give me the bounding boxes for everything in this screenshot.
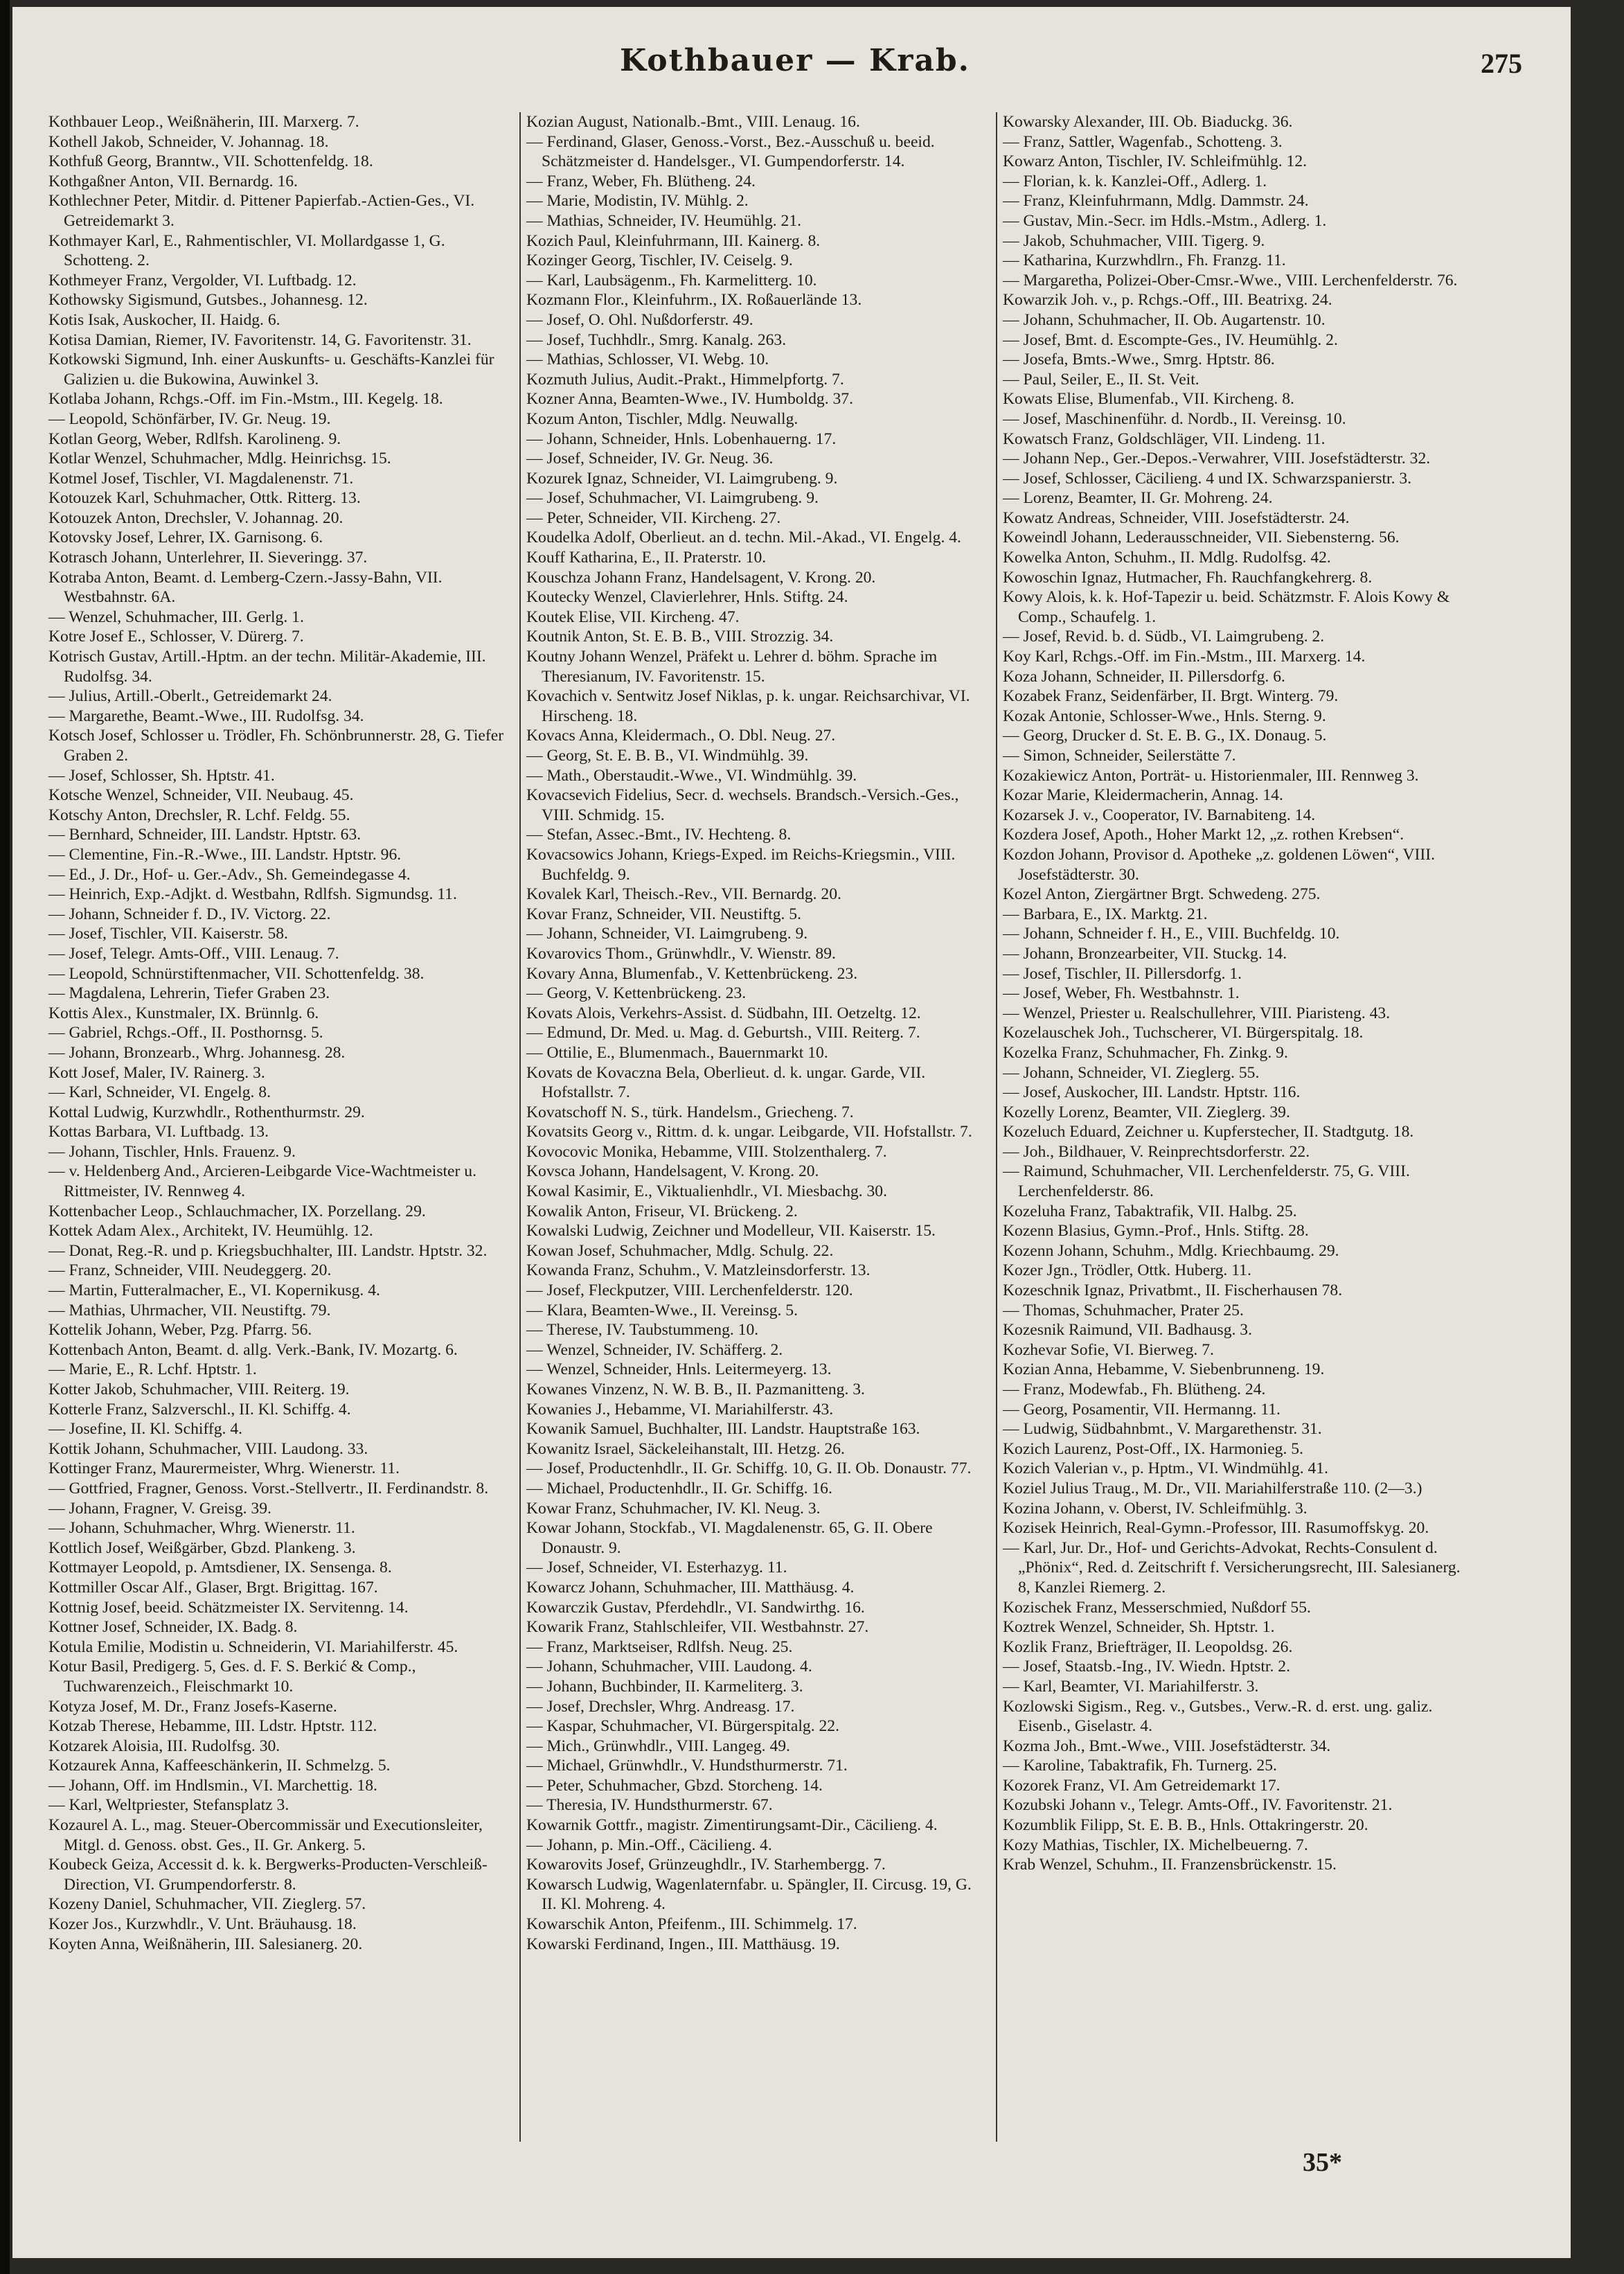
directory-entry: Kowarnik Gottfr., magistr. Zimentirungsamt-Dir., Cäcilieng. 4. xyxy=(526,1816,938,1835)
directory-entry: Kottas Barbara, VI. Luftbadg. 13. xyxy=(48,1123,269,1142)
directory-entry: — Josef, Maschinenführ. d. Nordb., II. Vereinsg. 10. xyxy=(1003,409,1346,428)
directory-entry: Kottenbacher Leop., Schlauchmacher, IX. Porzellang. 29. xyxy=(48,1202,426,1220)
directory-entry: — Leopold, Schönfärber, IV. Gr. Neug. 19. xyxy=(48,409,331,428)
directory-entry: — Theresia, IV. Hundsthurmerstr. 67. xyxy=(526,1796,773,1815)
directory-entry: — Josef, Schneider, IV. Gr. Neug. 36. xyxy=(526,450,774,468)
directory-entry: Kotouzek Karl, Schuhmacher, Ottk. Ritterg. 13. xyxy=(48,489,361,508)
directory-entry: Kovats de Kovaczna Bela, Oberlieut. d. k. ungar. Garde, VII. Hofstallstr. 7. xyxy=(526,1063,926,1102)
directory-entry: Kothell Jakob, Schneider, V. Johannag. 18. xyxy=(48,132,329,151)
directory-entry: Kovacs Anna, Kleidermach., O. Dbl. Neug. 27. xyxy=(526,727,836,745)
directory-entry: Kozelka Franz, Schuhmacher, Fh. Zinkg. 9. xyxy=(1003,1043,1288,1062)
directory-entry: Kozubski Johann v., Telegr. Amts-Off., IV. Favoritenstr. 21. xyxy=(1003,1796,1393,1815)
directory-entry: Kotzarek Aloisia, III. Rudolfsg. 30. xyxy=(48,1736,280,1755)
column-right xyxy=(996,112,1472,2142)
directory-entry: — Martin, Futteralmacher, E., VI. Kopernikusg. 4. xyxy=(48,1281,380,1300)
directory-entry: Kozum Anton, Tischler, Mdlg. Neuwallg. xyxy=(526,409,798,428)
directory-entry: — Mathias, Schneider, IV. Heumühlg. 21. xyxy=(526,211,802,230)
directory-entry: — Georg, Posamentir, VII. Hermanng. 11. xyxy=(1003,1400,1281,1419)
directory-entry: Kowarcz Johann, Schuhmacher, III. Matthäusg. 4. xyxy=(526,1578,855,1597)
directory-entry: Kotouzek Anton, Drechsler, V. Johannag. 20. xyxy=(48,508,343,527)
directory-entry: Kotur Basil, Predigerg. 5, Ges. d. F. S. Berkić & Comp., Tuchwarenzeich., Fleischmarkt 10. xyxy=(48,1658,416,1696)
directory-entry: — Thomas, Schuhmacher, Prater 25. xyxy=(1003,1301,1244,1320)
directory-entry: — Stefan, Assec.-Bmt., IV. Hechteng. 8. xyxy=(526,826,792,844)
directory-entry: — v. Heldenberg And., Arcieren-Leibgarde Vice-Wachtmeister u. Rittmeister, IV. Rennweg 4. xyxy=(48,1162,476,1201)
directory-entry: Kottik Johann, Schuhmacher, VIII. Laudong. 33. xyxy=(48,1439,368,1458)
directory-entry: Kotraba Anton, Beamt. d. Lemberg-Czern.-Jassy-Bahn, VII. Westbahnstr. 6A. xyxy=(48,568,443,607)
directory-entry: — Karl, Laubsägenm., Fh. Karmelitterg. 10. xyxy=(526,271,817,290)
directory-entry: — Franz, Modewfab., Fh. Blütheng. 24. xyxy=(1003,1380,1266,1398)
directory-entry: — Josef, Bmt. d. Escompte-Ges., IV. Heumühlg. 2. xyxy=(1003,330,1338,349)
directory-entry: Kowan Josef, Schuhmacher, Mdlg. Schulg. 22. xyxy=(526,1241,834,1260)
directory-entry: Kotsch Josef, Schlosser u. Trödler, Fh. Schönbrunnerstr. 28, G. Tiefer Graben 2. xyxy=(48,727,504,765)
directory-entry: Kowoschin Ignaz, Hutmacher, Fh. Rauchfangkehrerg. 8. xyxy=(1003,568,1373,587)
directory-entry: Kothgaßner Anton, VII. Bernardg. 16. xyxy=(48,172,298,190)
directory-entry: Kowar Franz, Schuhmacher, IV. Kl. Neug. 3. xyxy=(526,1499,821,1518)
directory-entry: — Edmund, Dr. Med. u. Mag. d. Geburtsh., VIII. Reiterg. 7. xyxy=(526,1024,920,1042)
directory-entry: Kotovsky Josef, Lehrer, IX. Garnisong. 6. xyxy=(48,528,323,547)
directory-entry: Kozeny Daniel, Schuhmacher, VII. Zieglerg. 57. xyxy=(48,1895,366,1914)
directory-entry: Koudelka Adolf, Oberlieut. an d. techn. Mil.-Akad., VI. Engelg. 4. xyxy=(526,528,961,547)
directory-entry: Kottmayer Leopold, p. Amtsdiener, IX. Sensenga. 8. xyxy=(48,1558,392,1577)
page-binding-edge xyxy=(0,0,10,2274)
page-number: 275 xyxy=(1481,48,1522,79)
directory-entry: — Josef, Schuhmacher, VI. Laimgrubeng. 9. xyxy=(526,489,819,508)
directory-entry: Kovocovic Monika, Hebamme, VIII. Stolzenthalerg. 7. xyxy=(526,1142,887,1161)
directory-entry: — Franz, Marktseiser, Rdlfsh. Neug. 25. xyxy=(526,1637,793,1656)
directory-entry: — Josef, Drechsler, Whrg. Andreasg. 17. xyxy=(526,1697,795,1716)
directory-entry: Kovarovics Thom., Grünwhdlr., V. Wienstr. 89. xyxy=(526,944,836,963)
directory-entry: Kozakiewicz Anton, Porträt- u. Historienmaler, III. Rennweg 3. xyxy=(1003,766,1419,785)
directory-entry: — Wenzel, Priester u. Realschullehrer, VIII. Piaristeng. 43. xyxy=(1003,1004,1391,1022)
directory-entry: — Marie, E., R. Lchf. Hptstr. 1. xyxy=(48,1360,257,1379)
directory-entry: — Georg, St. E. B. B., VI. Windmühlg. 39. xyxy=(526,747,809,765)
directory-columns xyxy=(43,112,1474,2142)
directory-entry: Kozar Marie, Kleidermacherin, Annag. 14. xyxy=(1003,786,1283,805)
directory-entry: — Johann, Tischler, Hnls. Frauenz. 9. xyxy=(48,1142,296,1161)
directory-entry: — Johann, Schuhmacher, VIII. Laudong. 4. xyxy=(526,1658,812,1676)
directory-entry: — Georg, V. Kettenbrückeng. 23. xyxy=(526,984,747,1003)
directory-entry: Kowanitz Israel, Säckeleihanstalt, III. Hetzg. 26. xyxy=(526,1439,845,1458)
directory-entry: Kowalik Anton, Friseur, VI. Brückeng. 2. xyxy=(526,1202,798,1220)
directory-entry: Kotyza Josef, M. Dr., Franz Josefs-Kaserne. xyxy=(48,1697,337,1716)
directory-entry: — Josef, Tischler, VII. Kaiserstr. 58. xyxy=(48,925,288,943)
directory-entry: Kowarski Ferdinand, Ingen., III. Matthäusg. 19. xyxy=(526,1935,840,1953)
directory-entry: Kovar Franz, Schneider, VII. Neustiftg. 5. xyxy=(526,905,801,923)
directory-entry: — Josef, O. Ohl. Nußdorferstr. 49. xyxy=(526,310,753,329)
directory-entry: Kowanik Samuel, Buchhalter, III. Landstr. Hauptstraße 163. xyxy=(526,1420,920,1439)
directory-page xyxy=(12,7,1571,2258)
directory-entry: Kozlik Franz, Briefträger, II. Leopoldsg. 26. xyxy=(1003,1637,1293,1656)
directory-entry: Kozesnik Raimund, VII. Badhausg. 3. xyxy=(1003,1321,1252,1340)
directory-entry: Kowatz Andreas, Schneider, VIII. Josefstädterstr. 24. xyxy=(1003,508,1350,527)
directory-entry: — Johann Nep., Ger.-Depos.-Verwahrer, VIII. Josefstädterstr. 32. xyxy=(1003,450,1431,468)
directory-entry: — Peter, Schuhmacher, Gbzd. Storcheng. 14. xyxy=(526,1776,823,1795)
directory-entry: — Gabriel, Rchgs.-Off., II. Posthornsg. 5. xyxy=(48,1024,323,1042)
directory-entry: — Michael, Productenhdlr., II. Gr. Schiffg. 16. xyxy=(526,1479,832,1498)
directory-entry: — Mathias, Schlosser, VI. Webg. 10. xyxy=(526,350,769,369)
directory-entry: Kotre Josef E., Schlosser, V. Dürerg. 7. xyxy=(48,628,304,646)
directory-entry: — Michael, Grünwhdlr., V. Hundsthurmerstr. 71. xyxy=(526,1757,848,1775)
directory-entry: — Johann, Schneider f. D., IV. Victorg. 22. xyxy=(48,905,331,923)
directory-entry: — Johann, Bronzearb., Whrg. Johannesg. 28. xyxy=(48,1043,346,1062)
directory-entry: — Jakob, Schuhmacher, VIII. Tigerg. 9. xyxy=(1003,231,1265,250)
directory-entry: Kowal Kasimir, E., Viktualienhdlr., VI. Miesbachg. 30. xyxy=(526,1182,887,1201)
directory-entry: — Ludwig, Südbahnbmt., V. Margarethenstr. 31. xyxy=(1003,1420,1322,1439)
directory-entry: Kowarczik Gustav, Pferdehdlr., VI. Sandwirthg. 16. xyxy=(526,1598,865,1617)
directory-entry: Kottmiller Oscar Alf., Glaser, Brgt. Brigittag. 167. xyxy=(48,1578,378,1597)
directory-entry: Kozhevar Sofie, VI. Bierweg. 7. xyxy=(1003,1340,1214,1359)
directory-entry: — Franz, Kleinfuhrmann, Mdlg. Dammstr. 24. xyxy=(1003,192,1309,211)
directory-entry: Kottelik Johann, Weber, Pzg. Pfarrg. 56. xyxy=(48,1321,312,1340)
directory-entry: — Josef, Telegr. Amts-Off., VIII. Lenaug. 7. xyxy=(48,944,339,963)
directory-entry: — Clementine, Fin.-R.-Wwe., III. Landstr. Hptstr. 96. xyxy=(48,845,402,864)
directory-entry: Kozich Paul, Kleinfuhrmann, III. Kainerg. 8. xyxy=(526,231,821,250)
directory-entry: Koy Karl, Rchgs.-Off. im Fin.-Mstm., III. Marxerg. 14. xyxy=(1003,648,1366,666)
page-header xyxy=(40,43,1550,98)
directory-entry: — Johann, Schneider f. H., E., VIII. Buchfeldg. 10. xyxy=(1003,925,1340,943)
directory-entry: — Gottfried, Fragner, Genoss. Vorst.-Stellvertr., II. Ferdinandstr. 8. xyxy=(48,1479,489,1498)
directory-entry: Kozner Anna, Beamten-Wwe., IV. Humboldg. 37. xyxy=(526,390,853,409)
directory-entry: — Georg, Drucker d. St. E. B. G., IX. Donaug. 5. xyxy=(1003,727,1327,745)
directory-entry: — Ottilie, E., Blumenmach., Bauernmarkt 10. xyxy=(526,1043,828,1062)
directory-entry: — Josef, Tuchhdlr., Smrg. Kanalg. 263. xyxy=(526,330,787,349)
directory-entry: — Ferdinand, Glaser, Genoss.-Vorst., Bez.-Ausschuß u. beeid. Schätzmeister d. Handelsger., VI. Gumpendorferstr. 14. xyxy=(526,132,935,171)
directory-entry: Kovats Alois, Verkehrs-Assist. d. Südbahn, III. Oetzeltg. 12. xyxy=(526,1004,921,1022)
directory-entry: — Josef, Schlosser, Cäcilieng. 4 und IX. Schwarzspanierstr. 3. xyxy=(1003,469,1412,488)
directory-entry: Kowar Johann, Stockfab., VI. Magdalenenstr. 65, G. II. Obere Donaustr. 9. xyxy=(526,1519,933,1557)
directory-entry: Kott Josef, Maler, IV. Rainerg. 3. xyxy=(48,1063,265,1082)
directory-entry: Kowanies J., Hebamme, VI. Mariahilferstr. 43. xyxy=(526,1400,834,1419)
directory-entry: Kottis Alex., Kunstmaler, IX. Brünnlg. 6. xyxy=(48,1004,319,1022)
directory-entry: — Franz, Weber, Fh. Blütheng. 24. xyxy=(526,172,756,190)
directory-entry: Kowy Alois, k. k. Hof-Tapezir u. beid. Schätzmstr. F. Alois Kowy & Comp., Schaufelg. 1. xyxy=(1003,588,1450,626)
directory-entry: Kozelauschek Joh., Tuchscherer, VI. Bürgerspitalg. 18. xyxy=(1003,1024,1364,1042)
directory-entry: Kowelka Anton, Schuhm., II. Mdlg. Rudolfsg. 42. xyxy=(1003,549,1331,567)
directory-entry: — Johann, Fragner, V. Greisg. 39. xyxy=(48,1499,271,1518)
directory-entry: — Franz, Sattler, Wagenfab., Schotteng. 3. xyxy=(1003,132,1283,151)
directory-entry: — Josefa, Bmts.-Wwe., Smrg. Hptstr. 86. xyxy=(1003,350,1275,369)
directory-entry: Kotisa Damian, Riemer, IV. Favoritenstr. 14, G. Favoritenstr. 31. xyxy=(48,330,472,349)
directory-entry: — Lorenz, Beamter, II. Gr. Mohreng. 24. xyxy=(1003,489,1273,508)
directory-entry: Kozorek Franz, VI. Am Getreidemarkt 17. xyxy=(1003,1776,1281,1795)
directory-entry: Kowarsch Ludwig, Wagenlaternfabr. u. Spängler, II. Circusg. 19, G. II. Kl. Mohreng. 4. xyxy=(526,1875,972,1914)
directory-entry: Kozenn Johann, Schuhm., Mdlg. Kriechbaumg. 29. xyxy=(1003,1241,1339,1260)
column-left xyxy=(43,112,519,2142)
directory-entry: — Johann, Schuhmacher, II. Ob. Augartenstr. 10. xyxy=(1003,310,1326,329)
directory-entry: Kozich Laurenz, Post-Off., IX. Harmonieg. 5. xyxy=(1003,1439,1303,1458)
directory-entry: Kothmeyer Franz, Vergolder, VI. Luftbadg. 12. xyxy=(48,271,357,290)
directory-entry: Kowarovits Josef, Grünzeughdlr., IV. Starhembergg. 7. xyxy=(526,1856,886,1874)
directory-entry: Kottnig Josef, beeid. Schätzmeister IX. Servitenng. 14. xyxy=(48,1598,409,1617)
directory-entry: Kowarz Anton, Tischler, IV. Schleifmühlg. 12. xyxy=(1003,152,1308,171)
directory-entry: Kozich Valerian v., p. Hptm., VI. Windmühlg. 41. xyxy=(1003,1459,1328,1478)
directory-entry: Kowatsch Franz, Goldschläger, VII. Lindeng. 11. xyxy=(1003,429,1326,448)
directory-entry: Kozdera Josef, Apoth., Hoher Markt 12, „z. rothen Krebsen“. xyxy=(1003,826,1404,844)
directory-entry: Kovatsits Georg v., Rittm. d. k. ungar. Leibgarde, VII. Hofstallstr. 7. xyxy=(526,1123,972,1142)
directory-entry: — Florian, k. k. Kanzlei-Off., Adlerg. 1. xyxy=(1003,172,1267,190)
directory-entry: Kowanes Vinzenz, N. W. B. B., II. Pazmanitteng. 3. xyxy=(526,1380,865,1398)
directory-entry: — Gustav, Min.-Secr. im Hdls.-Mstm., Adlerg. 1. xyxy=(1003,211,1327,230)
directory-entry: — Mich., Grünwhdlr., VIII. Langeg. 49. xyxy=(526,1736,790,1755)
directory-entry: — Wenzel, Schneider, Hnls. Leitermeyerg. 13. xyxy=(526,1360,832,1379)
directory-entry: Kotis Isak, Auskocher, II. Haidg. 6. xyxy=(48,310,280,329)
directory-entry: Kotmel Josef, Tischler, VI. Magdalenenstr. 71. xyxy=(48,469,354,488)
directory-entry: Kotschy Anton, Drechsler, R. Lchf. Feldg. 55. xyxy=(48,806,350,824)
directory-entry: — Johann, Schneider, Hnls. Lobenhauerng. 17. xyxy=(526,429,837,448)
directory-entry: — Franz, Schneider, VIII. Neudeggerg. 20. xyxy=(48,1261,332,1280)
directory-entry: Koweindl Johann, Lederausschneider, VII. Siebensterng. 56. xyxy=(1003,528,1400,547)
directory-entry: — Josef, Schneider, VI. Esterhazyg. 11. xyxy=(526,1558,787,1577)
directory-entry: — Karl, Jur. Dr., Hof- und Gerichts-Advokat, Rechts-Consulent d. „Phönix“, Red. d. Zeitschrift f. Versicherungsrecht, III. Salesianerg. 8, Kanzlei Riemerg. 2. xyxy=(1003,1538,1461,1597)
directory-entry: — Katharina, Kurzwhdlrn., Fh. Franzg. 11. xyxy=(1003,251,1286,270)
directory-entry: Kothmayer Karl, E., Rahmentischler, VI. Mollardgasse 1, G. Schotteng. 2. xyxy=(48,231,445,270)
directory-entry: Kozeluch Eduard, Zeichner u. Kupferstecher, II. Stadtgutg. 18. xyxy=(1003,1123,1414,1142)
directory-entry: Kowarschik Anton, Pfeifenm., III. Schimmelg. 17. xyxy=(526,1915,857,1934)
directory-entry: Kozer Jgn., Trödler, Ottk. Huberg. 11. xyxy=(1003,1261,1251,1280)
directory-entry: Koubeck Geiza, Accessit d. k. k. Bergwerks-Producten-Verschleiß-Direction, VI. Grumpendorferstr. 8. xyxy=(48,1856,488,1894)
directory-entry: Kozy Mathias, Tischler, IX. Michelbeuerng. 7. xyxy=(1003,1836,1308,1854)
directory-entry: — Wenzel, Schneider, IV. Schäfferg. 2. xyxy=(526,1340,783,1359)
directory-entry: Kowarsky Alexander, III. Ob. Biaduckg. 36. xyxy=(1003,113,1293,131)
directory-entry: Koza Johann, Schneider, II. Pillersdorfg. 6. xyxy=(1003,667,1285,686)
directory-entry: Kozurek Ignaz, Schneider, VI. Laimgrubeng. 9. xyxy=(526,469,838,488)
directory-entry: — Johann, Schneider, VI. Laimgrubeng. 9. xyxy=(526,925,808,943)
directory-entry: Kowats Elise, Blumenfab., VII. Kircheng. 8. xyxy=(1003,390,1294,409)
directory-entry: Kozumblik Filipp, St. E. B. B., Hnls. Ottakringerstr. 20. xyxy=(1003,1816,1368,1835)
directory-entry: Kovachich v. Sentwitz Josef Niklas, p. k. ungar. Reichsarchivar, VI. Hirscheng. 18. xyxy=(526,687,970,725)
directory-entry: Kovacsevich Fidelius, Secr. d. wechsels. Brandsch.-Versich.-Ges., VIII. Schmidg. 15. xyxy=(526,786,959,824)
directory-entry: — Johann, Bronzearbeiter, VII. Stuckg. 14. xyxy=(1003,944,1287,963)
directory-entry: Kovalek Karl, Theisch.-Rev., VII. Bernardg. 20. xyxy=(526,885,841,904)
directory-entry: — Barbara, E., IX. Marktg. 21. xyxy=(1003,905,1208,923)
directory-entry: Kowalski Ludwig, Zeichner und Modelleur, VII. Kaiserstr. 15. xyxy=(526,1222,936,1241)
directory-entry: Kovsca Johann, Handelsagent, V. Krong. 20. xyxy=(526,1162,819,1181)
directory-entry: Kozlowski Sigism., Reg. v., Gutsbes., Verw.-R. d. erst. ung. galiz. Eisenb., Giselastr. 4. xyxy=(1003,1697,1433,1736)
directory-entry: Kottinger Franz, Maurermeister, Whrg. Wienerstr. 11. xyxy=(48,1459,400,1478)
directory-entry: Kozaurel A. L., mag. Steuer-Obercommissär und Executionsleiter, Mitgl. d. Genoss. obst. Ges., II. Gr. Ankerg. 5. xyxy=(48,1816,483,1854)
directory-entry: Kozian August, Nationalb.-Bmt., VIII. Lenaug. 16. xyxy=(526,113,860,131)
directory-entry: Kovatschoff N. S., türk. Handelsm., Griecheng. 7. xyxy=(526,1103,854,1121)
directory-entry: Kozabek Franz, Seidenfärber, II. Brgt. Winterg. 79. xyxy=(1003,687,1339,706)
signature-mark: 35* xyxy=(1303,2148,1342,2177)
directory-entry: — Wenzel, Schuhmacher, III. Gerlg. 1. xyxy=(48,607,304,626)
directory-entry: Kotkowski Sigmund, Inh. einer Auskunfts- u. Geschäfts-Kanzlei für Galizien u. die Bukowina, Auwinkel 3. xyxy=(48,350,494,389)
directory-entry: Kottek Adam Alex., Architekt, IV. Heumühlg. 12. xyxy=(48,1222,373,1241)
directory-entry: — Klara, Beamten-Wwe., II. Vereinsg. 5. xyxy=(526,1301,798,1320)
directory-entry: Kouff Katharina, E., II. Praterstr. 10. xyxy=(526,549,767,567)
directory-entry: — Johann, Schuhmacher, Whrg. Wienerstr. 11. xyxy=(48,1519,355,1538)
directory-entry: Kotula Emilie, Modistin u. Schneiderin, VI. Mariahilferstr. 45. xyxy=(48,1637,458,1656)
directory-entry: Kothowsky Sigismund, Gutsbes., Johannesg. 12. xyxy=(48,291,368,310)
directory-entry: — Karoline, Tabaktrafik, Fh. Turnerg. 25. xyxy=(1003,1757,1277,1775)
directory-entry: Kozenn Blasius, Gymn.-Prof., Hnls. Stiftg. 28. xyxy=(1003,1222,1309,1241)
directory-entry: Kovacsowics Johann, Kriegs-Exped. im Reichs-Kriegsmin., VIII. Buchfeldg. 9. xyxy=(526,845,956,884)
directory-entry: Kozeschnik Ignaz, Privatbmt., II. Fischerhausen 78. xyxy=(1003,1281,1343,1300)
directory-entry: — Ed., J. Dr., Hof- u. Ger.-Adv., Sh. Gemeindegasse 4. xyxy=(48,865,411,884)
directory-entry: Kovary Anna, Blumenfab., V. Kettenbrückeng. 23. xyxy=(526,964,858,983)
directory-entry: — Josef, Fleckputzer, VIII. Lerchenfelderstr. 120. xyxy=(526,1281,853,1300)
directory-entry: — Karl, Weltpriester, Stefansplatz 3. xyxy=(48,1796,289,1815)
directory-entry: Kotter Jakob, Schuhmacher, VIII. Reiterg. 19. xyxy=(48,1380,350,1398)
directory-entry: Kotzaurek Anna, Kaffeeschänkerin, II. Schmelzg. 5. xyxy=(48,1757,391,1775)
directory-entry: — Josef, Schlosser, Sh. Hptstr. 41. xyxy=(48,766,275,785)
directory-entry: — Mathias, Uhrmacher, VII. Neustiftg. 79. xyxy=(48,1301,331,1320)
directory-entry: Kozmann Flor., Kleinfuhrm., IX. Roßauerlände 13. xyxy=(526,291,862,310)
directory-entry: Kozer Jos., Kurzwhdlr., V. Unt. Bräuhausg. 18. xyxy=(48,1915,357,1934)
directory-entry: — Johann, Off. im Hndlsmin., VI. Marchettig. 18. xyxy=(48,1776,377,1795)
directory-entry: Kozel Anton, Ziergärtner Brgt. Schwedeng. 275. xyxy=(1003,885,1321,904)
directory-entry: — Heinrich, Exp.-Adjkt. d. Westbahn, Rdlfsh. Sigmundsg. 11. xyxy=(48,885,457,904)
directory-entry: Koutny Johann Wenzel, Präfekt u. Lehrer d. böhm. Sprache im Theresianum, IV. Favoritenstr. 15. xyxy=(526,648,938,686)
directory-entry: — Karl, Beamter, VI. Mariahilferstr. 3. xyxy=(1003,1677,1259,1696)
directory-entry: — Josefine, II. Kl. Schiffg. 4. xyxy=(48,1420,243,1439)
directory-entry: Kotzab Therese, Hebamme, III. Ldstr. Hptstr. 112. xyxy=(48,1717,377,1736)
directory-entry: — Josef, Weber, Fh. Westbahnstr. 1. xyxy=(1003,984,1240,1003)
directory-entry: — Bernhard, Schneider, III. Landstr. Hptstr. 63. xyxy=(48,826,362,844)
directory-entry: Kozmuth Julius, Audit.-Prakt., Himmelpfortg. 7. xyxy=(526,370,844,389)
directory-entry: Kozdon Johann, Provisor d. Apotheke „z. goldenen Löwen“, VIII. Josefstädterstr. 30. xyxy=(1003,845,1436,884)
directory-entry: — Paul, Seiler, E., II. St. Veit. xyxy=(1003,370,1199,389)
directory-entry: — Marie, Modistin, IV. Mühlg. 2. xyxy=(526,192,749,211)
directory-entry: Kothlechner Peter, Mitdir. d. Pittener Papierfab.-Actien-Ges., VI. Getreidemarkt 3. xyxy=(48,192,475,230)
directory-entry: Kowarzik Joh. v., p. Rchgs.-Off., III. Beatrixg. 24. xyxy=(1003,291,1332,310)
directory-entry: — Margaretha, Polizei-Ober-Cmsr.-Wwe., VIII. Lerchenfelderstr. 76. xyxy=(1003,271,1458,290)
directory-entry: Kottenbach Anton, Beamt. d. allg. Verk.-Bank, IV. Mozartg. 6. xyxy=(48,1340,458,1359)
directory-entry: Kottal Ludwig, Kurzwhdlr., Rothenthurmstr. 29. xyxy=(48,1103,365,1121)
directory-entry: — Josef, Revid. b. d. Südb., VI. Laimgrubeng. 2. xyxy=(1003,628,1325,646)
directory-entry: Kotlan Georg, Weber, Rdlfsh. Karolineng. 9. xyxy=(48,429,341,448)
directory-entry: Kozma Joh., Bmt.-Wwe., VIII. Josefstädterstr. 34. xyxy=(1003,1736,1331,1755)
directory-entry: Kothfuß Georg, Branntw., VII. Schottenfeldg. 18. xyxy=(48,152,373,171)
directory-entry: Kottlich Josef, Weißgärber, Gbzd. Plankeng. 3. xyxy=(48,1538,356,1557)
directory-entry: Kozarsek J. v., Cooperator, IV. Barnabiteng. 14. xyxy=(1003,806,1316,824)
directory-entry: Kozina Johann, v. Oberst, IV. Schleifmühlg. 3. xyxy=(1003,1499,1308,1518)
directory-entry: Kozak Antonie, Schlosser-Wwe., Hnls. Sterng. 9. xyxy=(1003,707,1326,725)
directory-entry: — Leopold, Schnürstiftenmacher, VII. Schottenfeldg. 38. xyxy=(48,964,425,983)
directory-entry: Kotrisch Gustav, Artill.-Hptm. an der techn. Militär-Akademie, III. Rudolfsg. 34. xyxy=(48,648,486,686)
directory-entry: Kozeluha Franz, Tabaktrafik, VII. Halbg. 25. xyxy=(1003,1202,1297,1220)
directory-entry: Koziel Julius Traug., M. Dr., VII. Mariahilferstraße 110. (2—3.) xyxy=(1003,1479,1422,1498)
directory-entry: — Margarethe, Beamt.-Wwe., III. Rudolfsg. 34. xyxy=(48,707,364,725)
directory-entry: — Simon, Schneider, Seilerstätte 7. xyxy=(1003,747,1236,765)
directory-entry: Kouschza Johann Franz, Handelsagent, V. Krong. 20. xyxy=(526,568,876,587)
directory-entry: Kotlar Wenzel, Schuhmacher, Mdlg. Heinrichsg. 15. xyxy=(48,450,391,468)
directory-entry: Kotsche Wenzel, Schneider, VII. Neubaug. 45. xyxy=(48,786,354,805)
directory-entry: Kowarik Franz, Stahlschleifer, VII. Westbahnstr. 27. xyxy=(526,1618,869,1637)
directory-entry: — Raimund, Schuhmacher, VII. Lerchenfelderstr. 75, G. VIII. Lerchenfelderstr. 86. xyxy=(1003,1162,1410,1201)
directory-entry: — Josef, Tischler, II. Pillersdorfg. 1. xyxy=(1003,964,1242,983)
directory-entry: Kotlaba Johann, Rchgs.-Off. im Fin.-Mstm., III. Kegelg. 18. xyxy=(48,390,443,409)
directory-entry: — Julius, Artill.-Oberlt., Getreidemarkt 24. xyxy=(48,687,332,706)
directory-entry: Kozinger Georg, Tischler, IV. Ceiselg. 9. xyxy=(526,251,793,270)
directory-entry: — Donat, Reg.-R. und p. Kriegsbuchhalter, III. Landstr. Hptstr. 32. xyxy=(48,1241,488,1260)
directory-entry: Kozelly Lorenz, Beamter, VII. Zieglerg. 39. xyxy=(1003,1103,1290,1121)
directory-entry: Koutecky Wenzel, Clavierlehrer, Hnls. Stiftg. 24. xyxy=(526,588,848,607)
directory-entry: Koutek Elise, VII. Kircheng. 47. xyxy=(526,607,740,626)
directory-entry: — Math., Oberstaudit.-Wwe., VI. Windmühlg. 39. xyxy=(526,766,857,785)
directory-entry: — Johann, Buchbinder, II. Karmeliterg. 3. xyxy=(526,1677,803,1696)
directory-entry: Kozian Anna, Hebamme, V. Siebenbrunneng. 19. xyxy=(1003,1360,1325,1379)
directory-entry: — Josef, Auskocher, III. Landstr. Hptstr. 116. xyxy=(1003,1083,1301,1102)
directory-entry: — Joh., Bildhauer, V. Reinprechtsdorferstr. 22. xyxy=(1003,1142,1310,1161)
directory-entry: Kozisek Heinrich, Real-Gymn.-Professor, III. Rasumoffskyg. 20. xyxy=(1003,1519,1429,1538)
directory-entry: Kotterle Franz, Salzverschl., II. Kl. Schiffg. 4. xyxy=(48,1400,351,1419)
directory-entry: — Josef, Productenhdlr., II. Gr. Schiffg. 10, G. II. Ob. Donaustr. 77. xyxy=(526,1459,972,1478)
directory-entry: Kozischek Franz, Messerschmied, Nußdorf 55. xyxy=(1003,1598,1311,1617)
directory-entry: — Johann, Schneider, VI. Zieglerg. 55. xyxy=(1003,1063,1260,1082)
directory-entry: Kotrasch Johann, Unterlehrer, II. Sieveringg. 37. xyxy=(48,549,368,567)
directory-entry: — Karl, Schneider, VI. Engelg. 8. xyxy=(48,1083,271,1102)
directory-entry: — Johann, p. Min.-Off., Cäcilieng. 4. xyxy=(526,1836,772,1854)
running-head: Kothbauer — Krab. xyxy=(619,43,971,78)
directory-entry: Koutnik Anton, St. E. B. B., VIII. Strozzig. 34. xyxy=(526,628,834,646)
directory-entry: Kottner Josef, Schneider, IX. Badg. 8. xyxy=(48,1618,298,1637)
directory-entry: — Magdalena, Lehrerin, Tiefer Graben 23. xyxy=(48,984,330,1003)
directory-entry: Krab Wenzel, Schuhm., II. Franzensbrückenstr. 15. xyxy=(1003,1856,1337,1874)
directory-entry: Koztrek Wenzel, Schneider, Sh. Hptstr. 1. xyxy=(1003,1618,1275,1637)
directory-entry: Kothbauer Leop., Weißnäherin, III. Marxerg. 7. xyxy=(48,113,359,131)
directory-entry: Koyten Anna, Weißnäherin, III. Salesianerg. 20. xyxy=(48,1935,363,1953)
directory-entry: — Josef, Staatsb.-Ing., IV. Wiedn. Hptstr. 2. xyxy=(1003,1658,1290,1676)
column-middle xyxy=(519,112,996,2142)
directory-entry: — Peter, Schneider, VII. Kircheng. 27. xyxy=(526,508,781,527)
directory-entry: — Kaspar, Schuhmacher, VI. Bürgerspitalg. 22. xyxy=(526,1717,839,1736)
directory-entry: — Therese, IV. Taubstummeng. 10. xyxy=(526,1321,759,1340)
directory-entry: Kowanda Franz, Schuhm., V. Matzleinsdorferstr. 13. xyxy=(526,1261,871,1280)
